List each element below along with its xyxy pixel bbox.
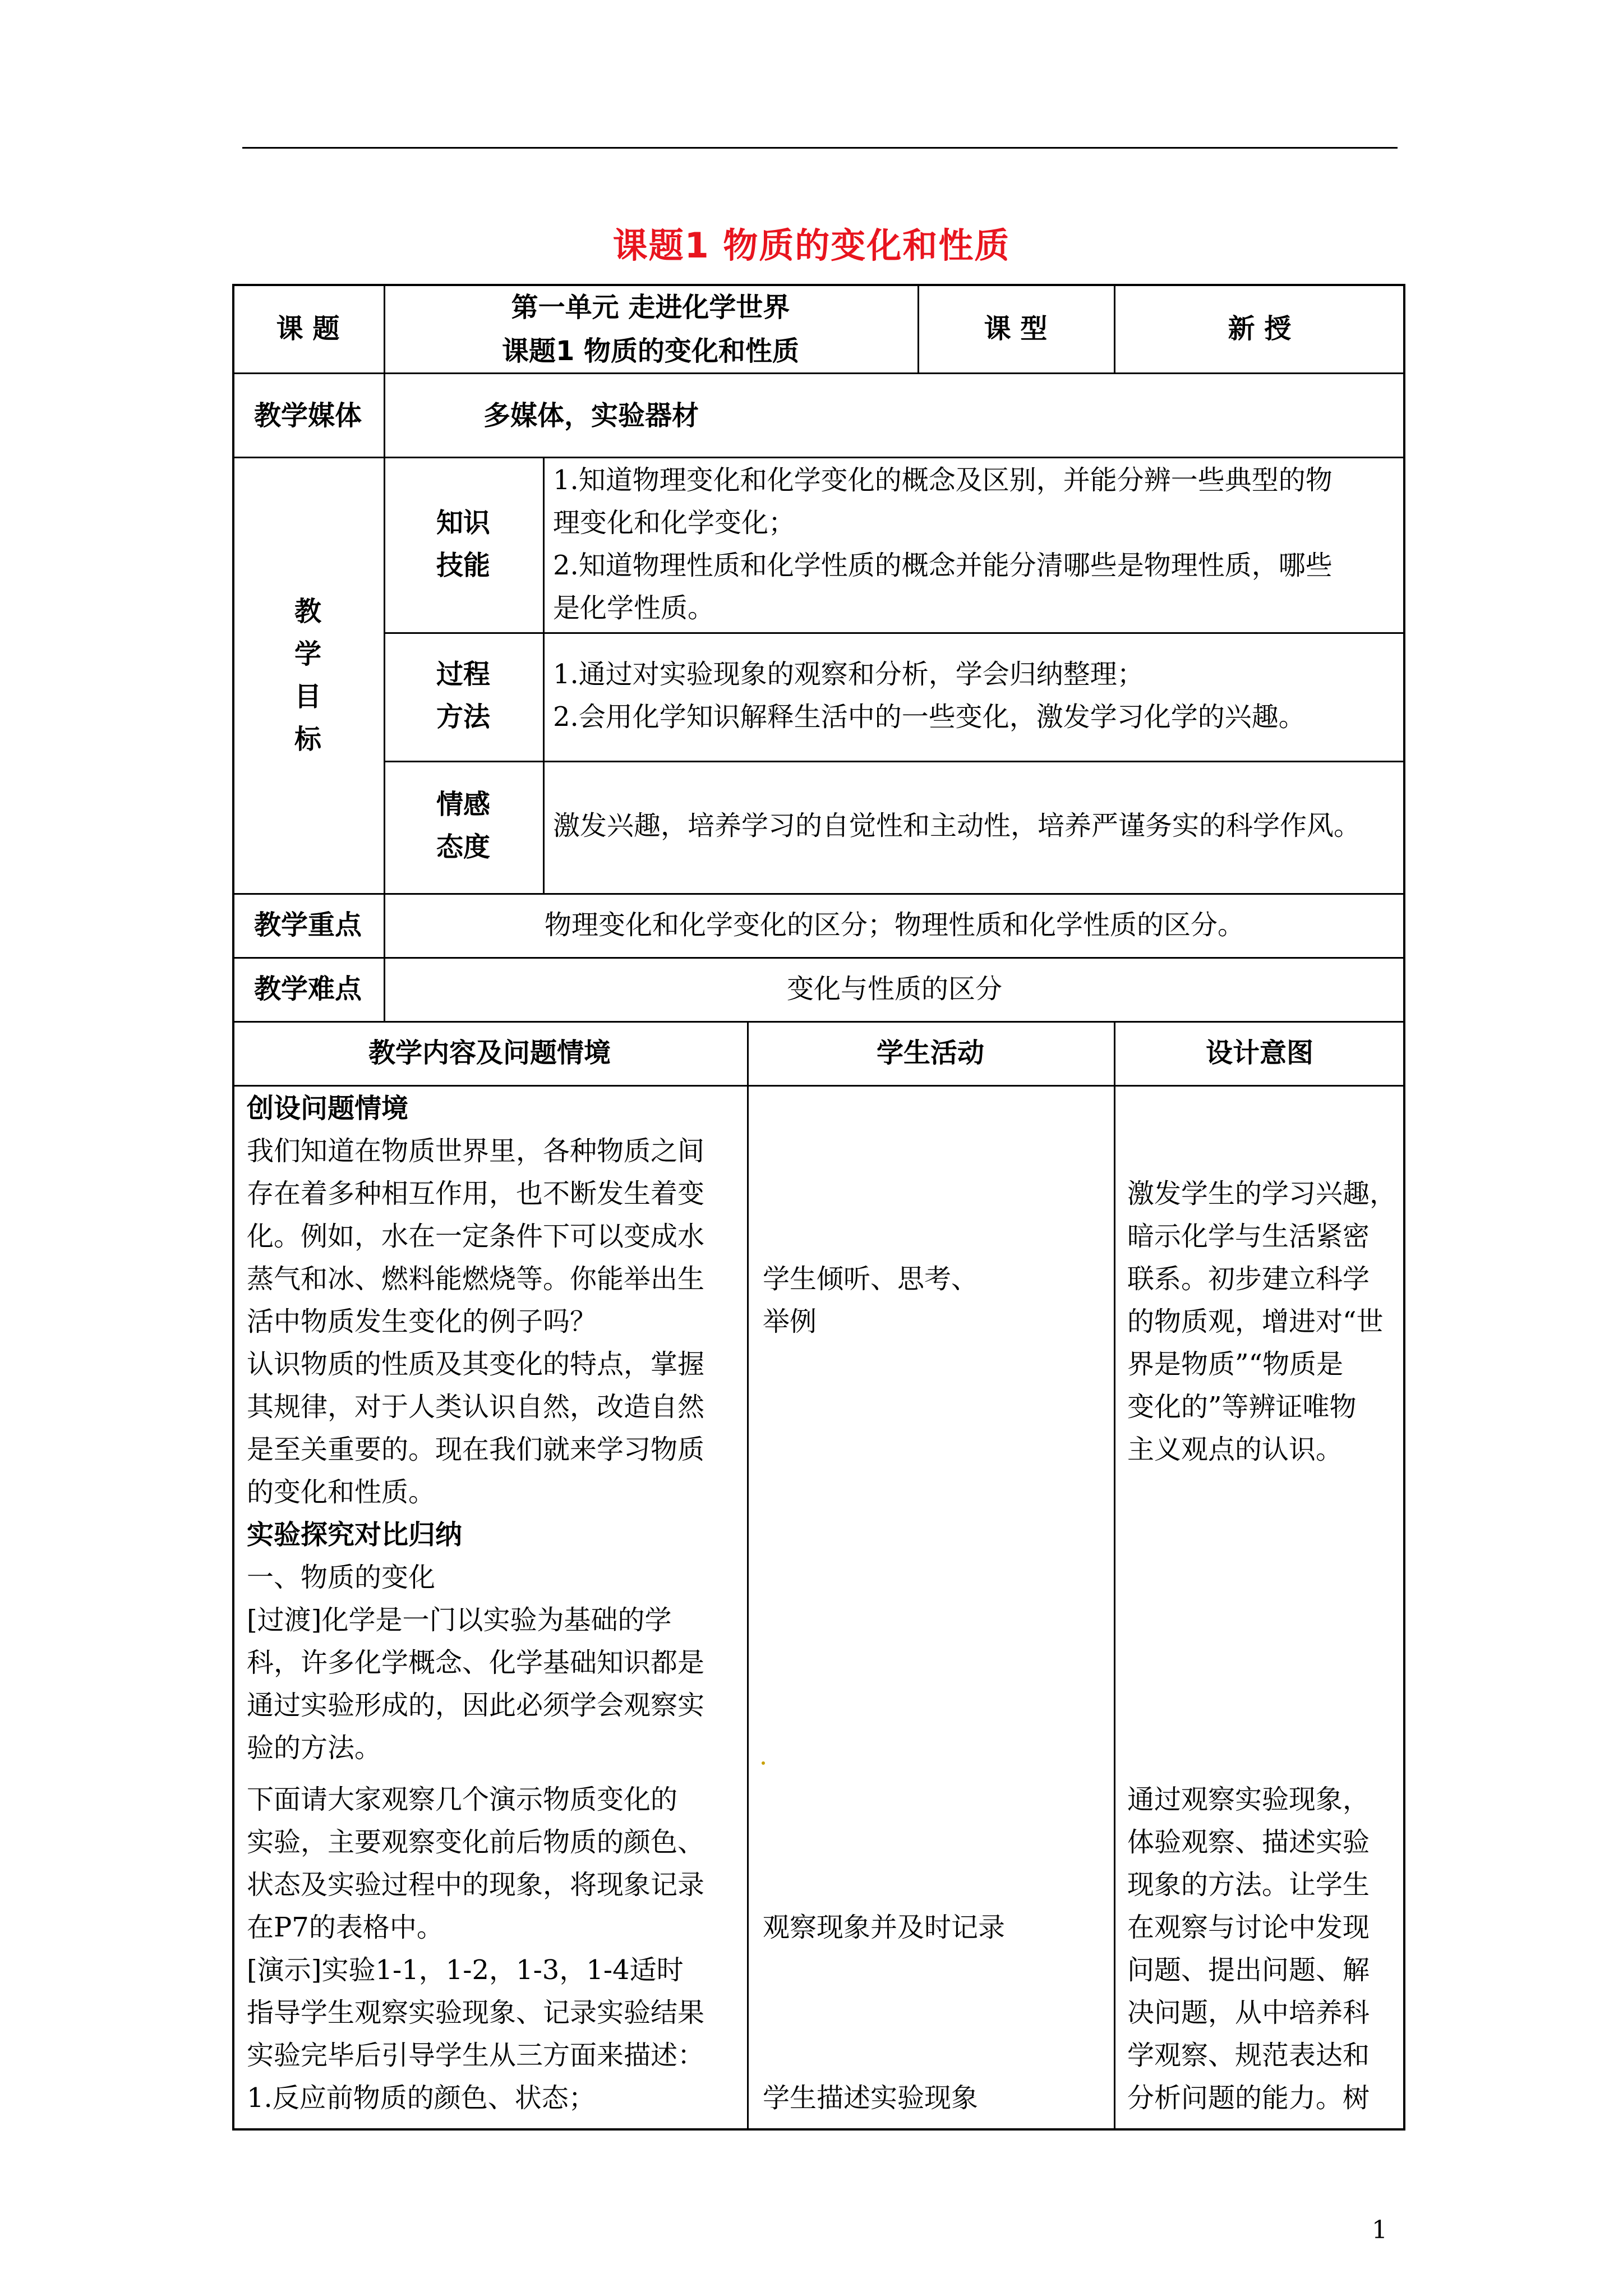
activity-line: 举例 xyxy=(763,1306,817,1337)
intent-line: 现象的方法。让学生 xyxy=(1127,1869,1370,1901)
intent-line: 主义观点的认识。 xyxy=(1127,1434,1343,1465)
topic-label: 课 题 xyxy=(276,313,340,344)
content-line: 验的方法。 xyxy=(247,1732,382,1764)
content-line: 指导学生观察实验现象、记录实验结果 xyxy=(247,1997,705,2028)
intent-line: 决问题，从中培养科 xyxy=(1127,1997,1370,2028)
row-divider xyxy=(232,372,1405,374)
row-divider xyxy=(384,632,1405,634)
intent-line: 分析问题的能力。树 xyxy=(1127,2082,1370,2114)
col-divider xyxy=(543,457,545,893)
knowledge-line: 是化学性质。 xyxy=(553,592,715,624)
stray-mark xyxy=(762,1761,765,1765)
emotion-line: 激发兴趣，培养学习的自觉性和主动性，培养严谨务实的科学作风。 xyxy=(553,810,1361,841)
activity-line: 学生描述实验现象 xyxy=(763,2082,979,2114)
content-line: 状态及实验过程中的现象，将现象记录 xyxy=(247,1869,705,1901)
emotion-label: 情感 xyxy=(436,789,490,820)
intent-line: 界是物质”“物质是 xyxy=(1127,1349,1344,1380)
section-heading: 实验探究对比归纳 xyxy=(247,1519,463,1550)
type-value: 新 授 xyxy=(1228,313,1292,344)
content-line: 认识物质的性质及其变化的特点，掌握 xyxy=(247,1349,705,1380)
content-line: 蒸气和冰、燃料能燃烧等。你能举出生 xyxy=(247,1263,705,1295)
intent-line: 学观察、规范表达和 xyxy=(1127,2040,1370,2071)
row-divider xyxy=(232,457,1405,458)
col-divider xyxy=(747,1021,749,2131)
col-divider xyxy=(1114,1021,1115,2131)
intent-line: 变化的”等辨证唯物 xyxy=(1127,1391,1357,1423)
section-heading: 创设问题情境 xyxy=(247,1093,409,1124)
media-label: 教学媒体 xyxy=(253,400,362,431)
difficult-value: 变化与性质的区分 xyxy=(786,973,1002,1005)
intent-line: 联系。初步建立科学 xyxy=(1127,1263,1370,1295)
intent-line: 暗示化学与生活紧密 xyxy=(1127,1221,1370,1252)
header-activity: 学生活动 xyxy=(876,1037,984,1069)
key-label: 教学重点 xyxy=(253,909,362,941)
knowledge-label: 知识 xyxy=(436,507,490,539)
knowledge-label: 技能 xyxy=(436,550,490,581)
process-label: 方法 xyxy=(436,701,490,733)
key-value: 物理变化和化学变化的区分；物理性质和化学性质的区分。 xyxy=(544,909,1244,941)
content-line: 实验完毕后引导学生从三方面来描述： xyxy=(247,2040,705,2071)
content-line: 在P7的表格中。 xyxy=(247,1912,444,1943)
content-line: 的变化和性质。 xyxy=(247,1476,436,1508)
content-line: 1.反应前物质的颜色、状态； xyxy=(247,2082,596,2114)
knowledge-line: 2.知道物理性质和化学性质的概念并能分清哪些是物理性质，哪些 xyxy=(553,550,1332,581)
content-line: 一、物质的变化 xyxy=(247,1562,436,1593)
content-line: 是至关重要的。现在我们就来学习物质 xyxy=(247,1434,705,1465)
knowledge-line: 理变化和化学变化； xyxy=(553,507,796,539)
intent-line: 体验观察、描述实验 xyxy=(1127,1826,1370,1858)
goals-label-char: 标 xyxy=(294,724,321,755)
content-line: 存在着多种相互作用，也不断发生着变 xyxy=(247,1178,705,1209)
page-number: 1 xyxy=(1372,2216,1387,2244)
content-line: 科，许多化学概念、化学基础知识都是 xyxy=(247,1647,705,1678)
row-divider xyxy=(232,893,1405,895)
row-divider xyxy=(232,1085,1405,1087)
content-line: 活中物质发生变化的例子吗？ xyxy=(247,1306,597,1337)
content-line: 通过实验形成的，因此必须学会观察实 xyxy=(247,1690,705,1721)
intent-line: 通过观察实验现象， xyxy=(1127,1784,1370,1815)
header-intent: 设计意图 xyxy=(1205,1037,1313,1069)
intent-line: 的物质观，增进对“世 xyxy=(1127,1306,1384,1337)
content-line: 我们知道在物质世界里，各种物质之间 xyxy=(247,1135,705,1167)
header-content: 教学内容及问题情境 xyxy=(368,1037,611,1069)
process-label: 过程 xyxy=(436,659,490,690)
content-line: 其规律，对于人类认识自然，改造自然 xyxy=(247,1391,705,1423)
intent-line: 激发学生的学习兴趣， xyxy=(1127,1178,1397,1209)
goals-label-char: 教 xyxy=(294,596,321,627)
row-divider xyxy=(384,761,1405,762)
topic-line2: 课题1 物质的变化和性质 xyxy=(501,335,800,367)
difficult-label: 教学难点 xyxy=(253,973,362,1005)
goals-label-char: 目 xyxy=(294,681,321,712)
page-title: 课题1 物质的变化和性质 xyxy=(612,225,1011,266)
goals-label-char: 学 xyxy=(294,638,321,670)
row-divider xyxy=(232,957,1405,959)
content-line: 化。例如，水在一定条件下可以变成水 xyxy=(247,1221,705,1252)
topic-line1: 第一单元 走进化学世界 xyxy=(511,292,790,323)
content-line: [过渡]化学是一门以实验为基础的学 xyxy=(247,1604,672,1636)
intent-line: 在观察与讨论中发现 xyxy=(1127,1912,1370,1943)
emotion-label: 态度 xyxy=(436,831,490,863)
type-label: 课 型 xyxy=(984,313,1048,344)
knowledge-line: 1.知道物理变化和化学变化的概念及区别，并能分辨一些典型的物 xyxy=(553,464,1332,496)
content-line: 下面请大家观察几个演示物质变化的 xyxy=(247,1784,678,1815)
activity-line: 观察现象并及时记录 xyxy=(763,1912,1006,1943)
process-line: 2.会用化学知识解释生活中的一些变化，激发学习化学的兴趣。 xyxy=(553,701,1306,733)
media-value: 多媒体，实验器材 xyxy=(483,400,699,431)
content-line: [演示]实验1-1，1-2，1-3，1-4适时 xyxy=(247,1954,684,1986)
intent-line: 问题、提出问题、解 xyxy=(1127,1954,1370,1986)
activity-line: 学生倾听、思考、 xyxy=(763,1263,979,1295)
content-line: 实验，主要观察变化前后物质的颜色、 xyxy=(247,1826,705,1858)
process-line: 1.通过对实验现象的观察和分析，学会归纳整理； xyxy=(553,659,1144,690)
header-rule xyxy=(242,147,1398,149)
row-divider xyxy=(232,1021,1405,1023)
